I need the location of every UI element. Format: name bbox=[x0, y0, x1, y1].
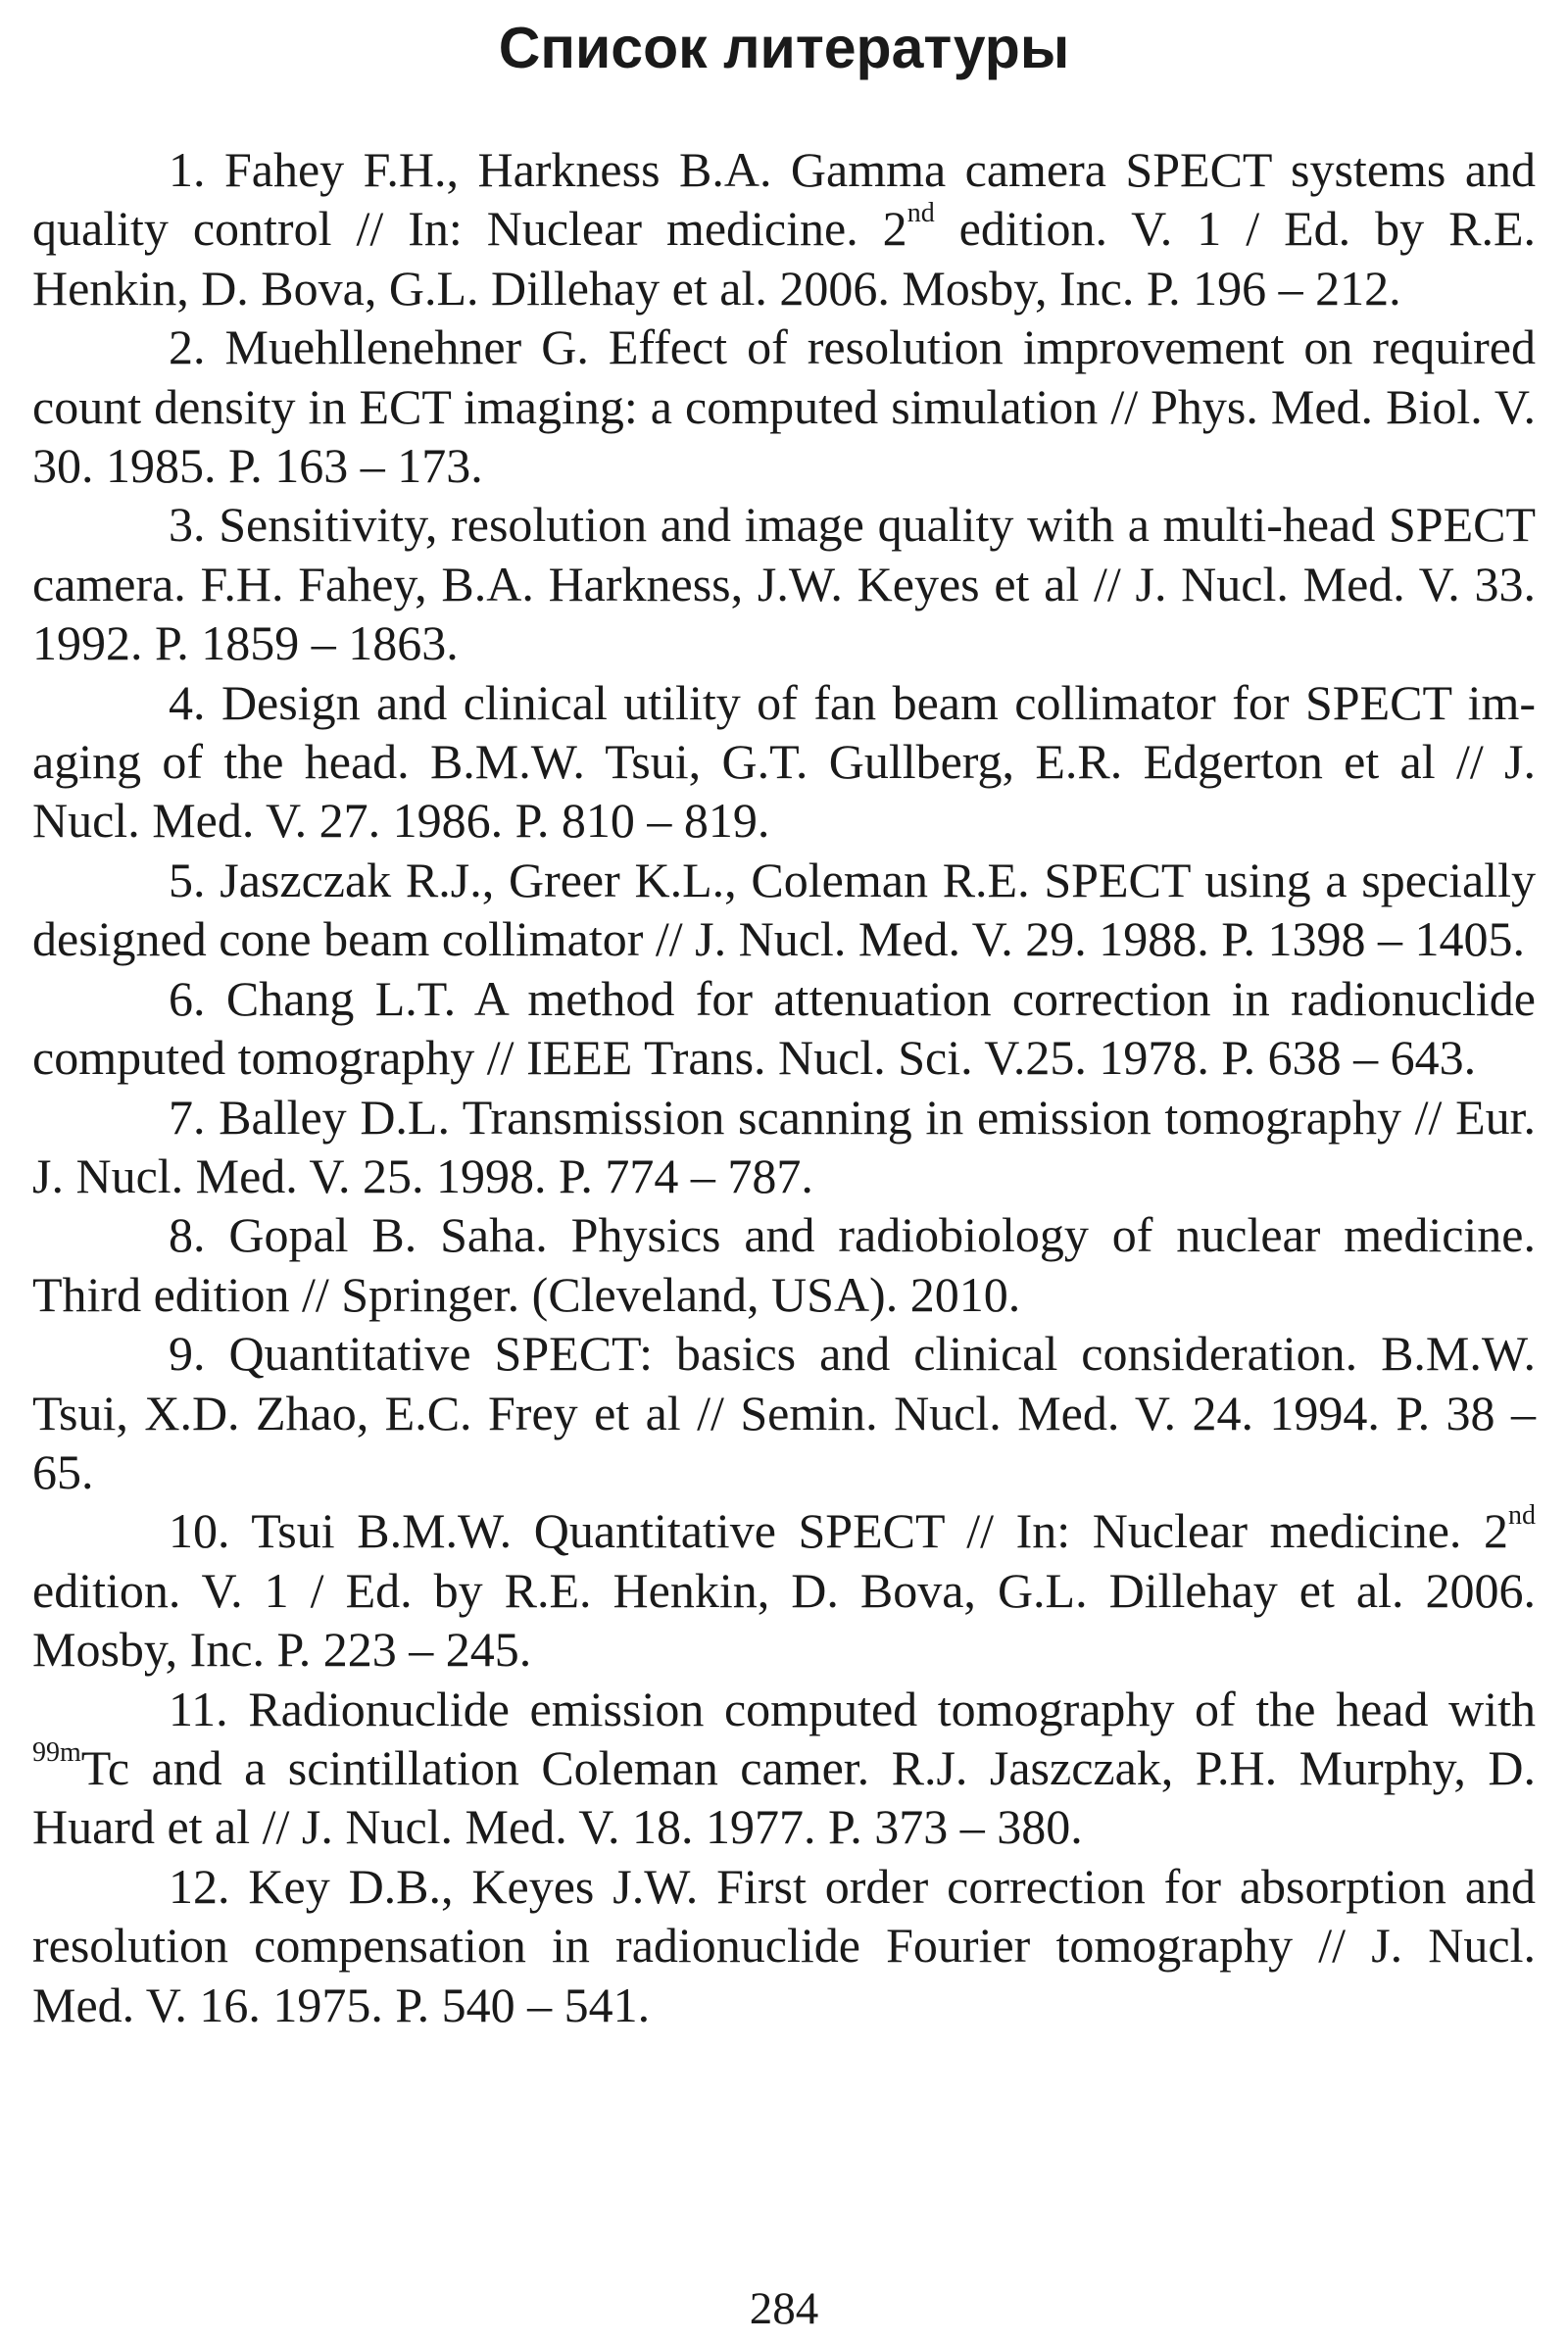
reference-item bbox=[32, 1680, 1536, 1857]
reference-text: Key D.B., Keyes J.W. First order correction for absorption and resolution compensation in radionuclide Fourier tomography // J. Nucl. Med. V. 16. 1975. P. 540 – 541. bbox=[32, 1858, 1537, 2032]
reference-text: edition. V. 1 / Ed. by R.E. Henkin, D. Bova, G.L. Dillehay et al. 2006. Mosby, Inc. P. 223 – 245. bbox=[32, 1562, 1536, 1678]
reference-text: Tsui B.M.W. Quantitative SPECT // In: Nuclear medicine. 2 bbox=[251, 1503, 1508, 1559]
reference-text: Radionuclide emission computed tomography of the head with bbox=[248, 1681, 1536, 1736]
reference-text: Balley D.L. Transmission scanning in emission tomography // Eur. J. Nucl. Med. V. 25. 1998. P. 774 – 787. bbox=[32, 1089, 1537, 1203]
reference-item bbox=[32, 969, 1536, 1088]
reference-number: 12. bbox=[169, 1858, 230, 1914]
page-title: Список литературы bbox=[498, 16, 1070, 80]
reference-text: Muehllenehner G. Effect of resolution improvement on required count density in ECT imaging: a computed simulation // Phys. Med. Biol. V. 30. 1985. P. 163 – 173. bbox=[32, 319, 1536, 494]
reference-item bbox=[32, 851, 1536, 969]
reference-number: 4. bbox=[169, 674, 206, 730]
reference-item bbox=[32, 673, 1536, 851]
reference-number: 2. bbox=[169, 319, 206, 375]
reference-text: Tc and a scintillation Coleman camer. R.J. Jaszczak, P.H. Murphy, D. Huard et al // J. Nucl. Med. V. 18. 1977. P. 373 – 380. bbox=[32, 1739, 1536, 1855]
reference-number: 10. bbox=[169, 1503, 230, 1559]
reference-text: Quantitative SPECT: basics and clinical consideration. B.M.W. Tsui, X.D. Zhao, E.C. Frey et al // Semin. Nucl. Med. V. 24. 1994. P. 38 – 65. bbox=[32, 1326, 1536, 1499]
reference-number: 8. bbox=[169, 1207, 206, 1263]
reference-list bbox=[32, 140, 1536, 2034]
reference-number: 11. bbox=[169, 1681, 228, 1736]
reference-text: Fahey F.H., Harkness B.A. Gamma camera SPECT systems and quality control // In: Nuclear medicine. 2 bbox=[32, 142, 1537, 257]
reference-item bbox=[32, 140, 1536, 317]
reference-text: Design and clinical utility of fan beam collimator for SPECT im-aging of the head. B.M.W. Tsui, G.T. Gullberg, E.R. Edgerton et al // J. Nucl. Med. V. 27. 1986. P. 810 – 819. bbox=[32, 674, 1537, 849]
superscript: nd bbox=[1508, 1500, 1536, 1532]
page-number: 284 bbox=[749, 2283, 819, 2334]
reference-number: 9. bbox=[169, 1326, 206, 1382]
reference-text: Chang L.T. A method for attenuation correction in radionuclide computed tomography // IEEE Trans. Nucl. Sci. V.25. 1978. P. 638 – 643. bbox=[32, 970, 1537, 1086]
reference-item bbox=[32, 1324, 1536, 1501]
reference-number: 5. bbox=[169, 852, 206, 907]
reference-item bbox=[32, 317, 1536, 495]
reference-text: Jaszczak R.J., Greer K.L., Coleman R.E. SPECT using a specially designed cone beam collimator // J. Nucl. Med. V. 29. 1988. P. 1398 – 1405. bbox=[32, 852, 1537, 967]
reference-number: 6. bbox=[169, 970, 206, 1026]
reference-number: 7. bbox=[169, 1089, 206, 1145]
reference-number: 1. bbox=[169, 142, 206, 197]
reference-item bbox=[32, 1205, 1536, 1324]
superscript: nd bbox=[906, 198, 935, 229]
reference-number: 3. bbox=[169, 497, 206, 553]
reference-item bbox=[32, 495, 1536, 672]
reference-item bbox=[32, 1088, 1536, 1206]
superscript: 99m bbox=[32, 1736, 81, 1768]
reference-item bbox=[32, 1501, 1536, 1679]
reference-text: Sensitivity, resolution and image quality with a multi-head SPECT camera. F.H. Fahey, B.A. Harkness, J.W. Keyes et al // J. Nucl. Med. V. 33. 1992. P. 1859 – 1863. bbox=[32, 497, 1537, 671]
reference-text: edition. V. 1 / Ed. by R.E. Henkin, D. Bova, G.L. Dillehay et al. 2006. Mosby, Inc. P. 196 – 212. bbox=[32, 201, 1536, 316]
reference-text: Gopal B. Saha. Physics and radiobiology of nuclear medicine. Third edition // Springer. (Cleveland, USA). 2010. bbox=[32, 1207, 1536, 1322]
reference-item bbox=[32, 1857, 1536, 2034]
